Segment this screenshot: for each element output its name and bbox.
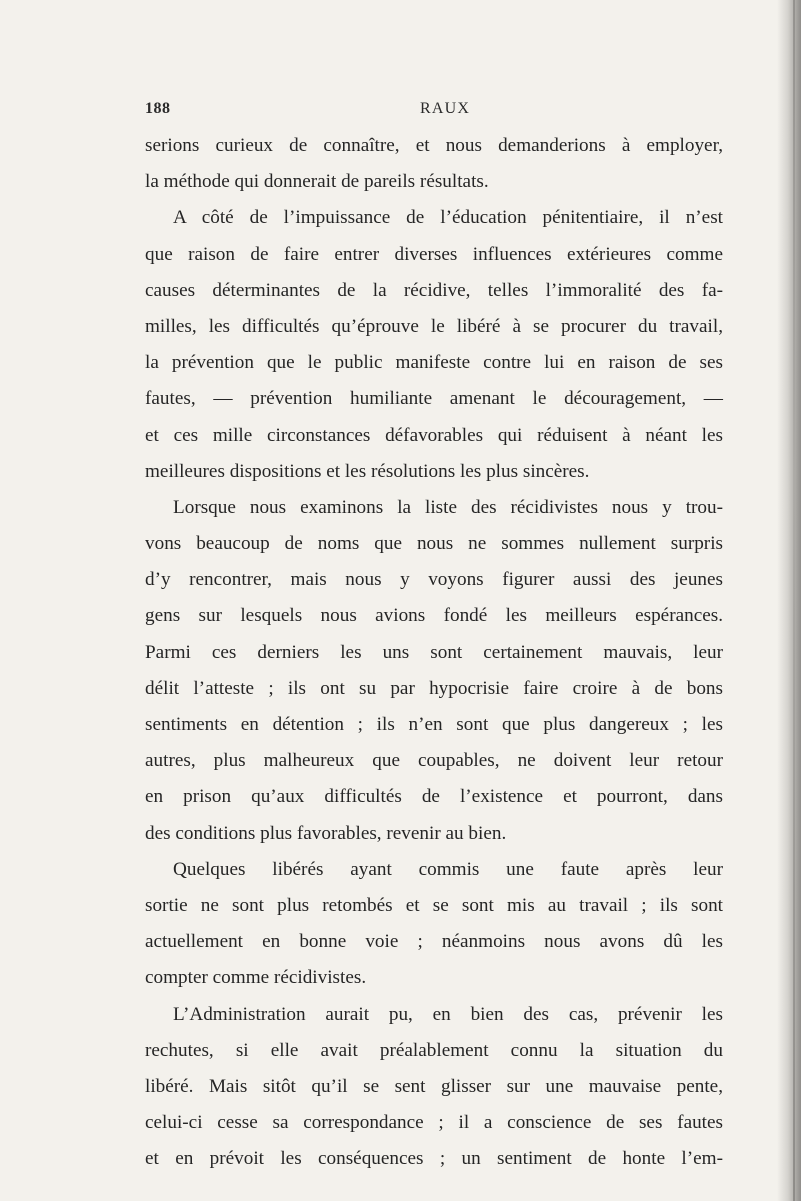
text-line: sentiments en détention ; ils n’en sont que plus dangereux ; les [145, 714, 723, 735]
text-line: des conditions plus favorables, revenir au bien. [145, 822, 507, 844]
text-line: milles, les difficultés qu’éprouve le libéré à se procurer du travail, [145, 315, 723, 337]
text-line: meilleures dispositions et les résolutions les plus sincères. [145, 460, 590, 482]
spine-shadow [777, 0, 801, 1201]
text-line: compter comme récidivistes. [145, 967, 367, 989]
page-number: 188 [145, 100, 171, 117]
text-line: actuellement en bonne voie ; néanmoins nous avons dû les [145, 931, 723, 953]
text-line: serions curieux de connaître, et nous demanderions à employer, [145, 135, 723, 156]
text-line: vons beaucoup de noms que nous ne sommes nullement surpris [145, 533, 723, 555]
text-line: la prévention que le public manifeste contre lui en raison de ses [145, 352, 723, 374]
page-edge [793, 0, 795, 1201]
text-line: A côté de l’impuissance de l’éducation pénitentiaire, il n’est [173, 207, 723, 229]
text-line: gens sur lesquels nous avions fondé les meilleurs espérances. [145, 605, 723, 627]
text-line: la méthode qui donnerait de pareils résultats. [145, 171, 489, 193]
page-header [145, 100, 720, 126]
text-line: rechutes, si elle avait préalablement connu la situation du [145, 1039, 723, 1061]
text-line: d’y rencontrer, mais nous y voyons figurer aussi des jeunes [145, 569, 723, 591]
text-line: L’Administration aurait pu, en bien des cas, prévenir les [173, 1003, 723, 1025]
text-line: délit l’atteste ; ils ont su par hypocrisie faire croire à de bons [145, 677, 723, 699]
running-title: RAUX [420, 100, 471, 117]
text-line: sortie ne sont plus retombés et se sont mis au travail ; ils sont [145, 894, 723, 916]
text-line: fautes, — prévention humiliante amenant le découragement, — [145, 388, 723, 410]
text-line: libéré. Mais sitôt qu’il se sent glisser sur une mauvaise pente, [145, 1075, 723, 1097]
text-line: et ces mille circonstances défavorables qui réduisent à néant les [145, 424, 723, 446]
text-line: causes déterminantes de la récidive, telles l’immoralité des fa- [145, 279, 723, 301]
text-line: Lorsque nous examinons la liste des récidivistes nous y trou- [173, 496, 723, 518]
text-line: en prison qu’aux difficultés de l’existence et pourront, dans [145, 786, 723, 808]
text-line: Parmi ces derniers les uns sont certainement mauvais, leur [145, 641, 723, 663]
text-line: que raison de faire entrer diverses influences extérieures comme [145, 243, 723, 265]
text-line: Quelques libérés ayant commis une faute après leur [173, 858, 723, 880]
text-line: celui-ci cesse sa correspondance ; il a conscience de ses fautes [145, 1112, 723, 1134]
text-line: autres, plus malheureux que coupables, ne doivent leur retour [145, 750, 723, 772]
text-line: et en prévoit les conséquences ; un sentiment de honte l’em- [145, 1148, 723, 1170]
body-text [145, 128, 723, 1170]
